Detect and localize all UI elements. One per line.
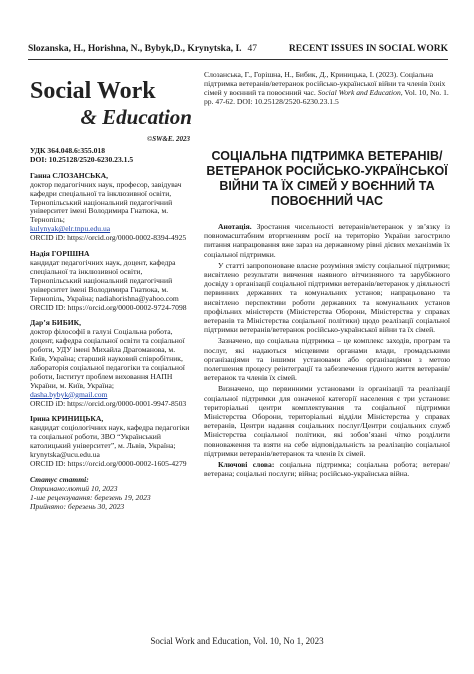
author-block [30,172,192,243]
author-name: Дар’я БИБИК, [30,318,82,328]
author-name: Надія ГОРІШНА [30,249,90,259]
keywords-label: Ключові слова: [218,460,275,470]
author-orcid: ORCID iD: https://orcid.org/0000-0001-9947-8503 [30,398,187,408]
author-block [30,415,192,468]
article-title: СОЦІАЛЬНА ПІДТРИМКА ВЕТЕРАНІВ/ВЕТЕРАНОК РОСІЙСЬКО-УКРАЇНСЬКОЇ ВІЙНИ ТА ЇХ СІМЕЙ У ВОЄННИЙ ТА ПОВОЄННИЙ ЧАС [206,149,448,208]
author-affiliation: кандидат педагогічних наук, доцент, кафедра спеціальної та інклюзивної освіти, Тернопільський національний педагогічний університет імені Володимира Гнатюка, м. Тернопіль, Україна; nadiahorishna@yahoo.com [30,257,179,303]
citation-text: Слозанська, Г., Горішна, Н., Бибик, Д., Криницька, І. (2023). Соціальна підтримка ветеранів/ветеранок російсько-української війни та членів їхніх сімей у воєнний та повоєнний час. [204,70,446,97]
page-footer: Social Work and Education, Vol. 10, No 1, 2023 [150,636,324,646]
author-affiliation: доктор педагогічних наук, професор, завідувач кафедри спеціальної та інклюзивної освіти, Тернопільський національний педагогічний університет імені Володимира Гнатюка, м. Тернопіль; [30,179,182,225]
abstract-paragraph: Зазначено, що соціальна підтримка – це комплекс заходів, програм та послуг, які надаються місцевими органами влади, громадськими організаціями та іншими установами або організаціями з метою полегшення процесу реінтеграції та забезпечення гідного життя ветеранів/ветеранок та членів їх сімей. [204,336,450,383]
journal-title-line1: Social Work [30,78,156,104]
citation [204,71,450,107]
abstract-label: Анотація. [218,222,252,231]
keywords [204,460,450,478]
author-orcid: ORCID ID: https://orcid.org/0000-0002-1605-4279 [30,459,187,468]
author-block [30,319,192,408]
udk: УДК 364.048.6:355.018 [30,146,106,155]
abstract-paragraph: У статті запропоноване власне розуміння змісту соціальної підтримки; висвітлено результати вивчення наявного вітчизняного та зарубіжного досвіду з організації соціальної підтримки ветеранів/ветеранок у діяльності первинних державних та комунальних установ; напрацьовано та висвітлено перспективи роботи державних та комунальних установ профільних міністерств (Міністерства Оборони, Міністерства у справах ветеранів та Міністерства соціальної політики) щодо реалізації соціальної підтримки ветеранів/ветеранок російсько-української війни та їх сімей. [204,260,450,335]
running-header [28,44,448,54]
copyright: ©SW&E. 2023 [147,135,190,143]
author-affiliation: доктор філософії в галузі Соціальна робота, доцент, кафедра соціальної освіти та соціальної роботи, УДУ імені Михайла Драгоманова, м. Київ, Україна; старший науковий співробітник, лабораторія соціальної педагогіки та соціальної роботи, Інститут проблем виховання НАПН України, м. Київ, Україна; [30,327,185,390]
doi: DOI: 10.25128/2520-6230.23.1.5 [30,154,134,164]
page-number: 47 [247,44,258,54]
author-orcid: ORCID ID: https://orcid.org/0000-0002-9724-7098 [30,302,187,312]
keywords-text: соціальна підтримка; соціальна робота; ветеран/ветерана; соціальні послуги; війна; російсько-українська війна. [204,460,450,479]
journal-title [30,78,192,130]
abstract-paragraph: Визначено, що первинними установами із організації та реалізації соціальної підтримки для означеної категорії населення є три установи: територіальні центри комплектування та соціальної підтримки Міністерства Оборони, територіальні відділи Міністерства у справах ветеранів, Центри надання соціальних послуг/Центри соціальних служб Міністерства соціальної політики, які зобов’язані чітко розділити повноваження та взяти на себе відповідальність за реалізацію соціальної підтримки ветеранів/ветеранок та членів їх сімей. [204,384,450,458]
abstract-paragraph: Анотація. Зростання чисельності ветеранів/ветеранок у зв’язку із повномасштабним вторгненням росії на територію України загострило питання напрацювання вже зараз на державному рівні дієвих механізмів їх соціальної підтримки. [204,222,450,259]
status-accepted: Прийнято: березень 30, 2023 [30,501,125,511]
abstract [204,222,450,480]
header-rule [28,59,448,60]
journal-title-line2: & Education [80,105,192,129]
status-revised: 1-ше рецензування: березень 19, 2023 [30,492,151,502]
author-block [30,250,192,312]
author-email-link[interactable]: kulynyak@elr.tnpu.edu.ua [30,224,111,234]
article-status [30,476,192,512]
status-received: Отримано:лютий 10, 2023 [30,483,118,493]
author-email-link[interactable]: dasha.bybyk@gmail.com [30,389,108,399]
author-name: Ганна СЛОЗАНСЬКА, [30,170,109,180]
author-name: Ірина КРИНИЦЬКА, [30,414,104,424]
running-section: RECENT ISSUES IN SOCIAL WORK [288,44,448,54]
citation-journal: Social Work and Education [317,87,401,97]
status-heading: Статус статті: [30,474,89,484]
citation-tail: , Vol. 10, No. 1. pp. 47-62. DOI: 10.25128/2520-6230.23.1.5 [204,87,449,106]
author-affiliation: кандидат соціологічних наук, кафедра педагогіки та соціальної роботи, ЗВО “Український католицький університет”, м. Львів, Україна; krynytska@ucu.edu.ua [30,423,190,460]
running-authors: Slozanska, H., Horishna, N., Bybyk,D., Krynytska, I. 47 [28,44,258,54]
author-orcid: ORCID iD: https://orcid.org/0000-0002-8394-4925 [30,233,187,243]
left-column [30,147,192,512]
